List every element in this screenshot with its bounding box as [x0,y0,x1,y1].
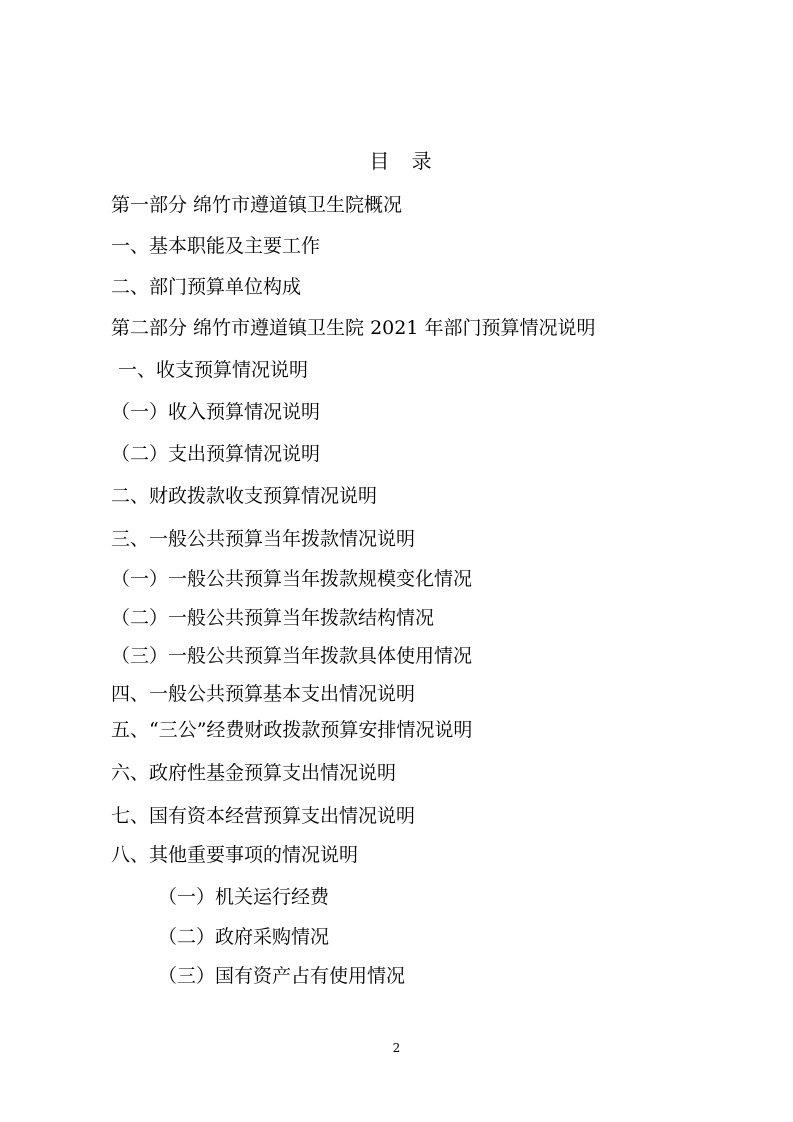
toc-item-3: 一、收支预算情况说明 [118,359,309,381]
toc-subitem-8: （三）国有资产占有使用情况 [158,965,406,987]
toc-subitem-7: （二）政府采购情况 [158,926,330,948]
toc-subitem-3: （一）一般公共预算当年拨款规模变化情况 [111,568,473,590]
toc-part-1: 第一部分 绵竹市遵道镇卫生院概况 [111,194,403,216]
toc-part-2: 第二部分 绵竹市遵道镇卫生院 2021 年部门预算情况说明 [111,317,596,339]
toc-item-7: 五、“三公”经费财政拨款预算安排情况说明 [111,719,473,741]
toc-item-5: 三、一般公共预算当年拨款情况说明 [111,528,416,550]
toc-item-9: 七、国有资本经营预算支出情况说明 [111,805,416,827]
toc-subitem-5: （三）一般公共预算当年拨款具体使用情况 [111,645,473,667]
toc-subitem-6: （一）机关运行经费 [158,886,330,908]
page-number: 2 [392,1041,401,1055]
toc-item-10: 八、其他重要事项的情况说明 [111,844,359,866]
toc-subitem-1: （一）收入预算情况说明 [111,401,321,423]
toc-item-2: 二、部门预算单位构成 [111,276,302,298]
toc-item-8: 六、政府性基金预算支出情况说明 [111,762,397,784]
toc-subitem-2: （二）支出预算情况说明 [111,443,321,465]
toc-item-4: 二、财政拨款收支预算情况说明 [111,485,378,507]
toc-item-6: 四、一般公共预算基本支出情况说明 [111,683,416,705]
toc-subitem-4: （二）一般公共预算当年拨款结构情况 [111,607,435,629]
page-title: 目 录 [369,149,440,173]
toc-item-1: 一、基本职能及主要工作 [111,235,321,257]
